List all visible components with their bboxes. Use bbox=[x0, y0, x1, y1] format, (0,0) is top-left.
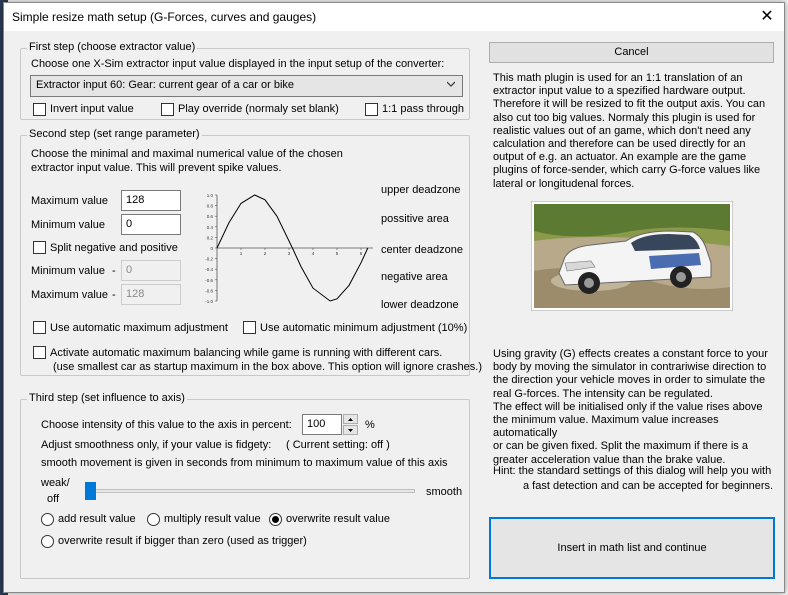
y-tick-label: -0.6 bbox=[205, 277, 213, 283]
y-tick-label: 0 bbox=[210, 246, 213, 251]
auto-min-checkbox[interactable] bbox=[243, 321, 256, 334]
intensity-label: Choose intensity of this value to the axis in percent: bbox=[41, 419, 292, 431]
x-tick-label: 3 bbox=[287, 251, 291, 256]
y-tick-label: 0.6 bbox=[206, 214, 213, 220]
split-min-text: 0 bbox=[126, 264, 133, 276]
y-tick-label: -0.4 bbox=[205, 267, 213, 273]
intensity-value: 100 bbox=[307, 418, 326, 430]
y-tick-label: 0.4 bbox=[206, 224, 213, 230]
radio-overwrite-if-label: overwrite result if bigger than zero (used as trigger) bbox=[58, 535, 307, 547]
hint-line1: Hint: the standard settings of this dialog will help you with bbox=[493, 465, 772, 477]
radio-overwrite-if-bigger[interactable] bbox=[41, 535, 54, 548]
min-value-text: 0 bbox=[126, 218, 133, 230]
gravity-line: The effect will be initialised only if the value rises above bbox=[493, 400, 763, 413]
gravity-line: or can be given fixed. Split the maximum if there is a bbox=[493, 440, 748, 453]
step2-instruction-line2: extractor input value. This will prevent spike values. bbox=[31, 162, 282, 174]
description-line: calculation and therefore can be used directly for an bbox=[493, 138, 746, 151]
auto-max-label: Use automatic maximum adjustment bbox=[50, 322, 228, 334]
description-line: Therefore it will be resized to fit the output axis. You can bbox=[493, 98, 766, 111]
split-max-label: Maximum value bbox=[31, 289, 109, 301]
cancel-button[interactable] bbox=[489, 42, 774, 63]
pass-through-label: 1:1 pass through bbox=[382, 103, 464, 115]
step2-legend: Second step (set range parameter) bbox=[29, 128, 200, 140]
invert-checkbox[interactable] bbox=[33, 103, 46, 116]
step1-legend: First step (choose extractor value) bbox=[29, 41, 196, 53]
y-tick-label: 1.0 bbox=[206, 193, 213, 198]
radio-multiply-label: multiply result value bbox=[164, 513, 261, 525]
description-line: extractor input value to a spezified hardware output. bbox=[493, 85, 746, 98]
gravity-line: the direction your vehicle moves in order to simulate the bbox=[493, 374, 766, 387]
plugin-description bbox=[493, 72, 765, 191]
step3-legend: Third step (set influence to axis) bbox=[29, 392, 185, 404]
rally-car-image bbox=[531, 201, 733, 311]
current-setting: ( Current setting: off ) bbox=[286, 439, 390, 451]
description-line: This math plugin is used for an 1:1 translation of an bbox=[493, 72, 743, 84]
x-tick-label: 6 bbox=[359, 251, 363, 256]
max-value-input[interactable] bbox=[121, 190, 181, 211]
chevron-down-icon bbox=[447, 80, 455, 88]
split-checkbox[interactable] bbox=[33, 241, 46, 254]
balancing-checkbox[interactable] bbox=[33, 346, 46, 359]
y-tick-label: 0.2 bbox=[206, 235, 213, 241]
zone-upper-deadzone: upper deadzone bbox=[381, 184, 461, 196]
extractor-select-value: Extractor input 60: Gear: current gear of a car or bike bbox=[36, 79, 295, 91]
slider-off-label: off bbox=[47, 493, 60, 505]
intensity-unit: % bbox=[365, 419, 375, 431]
y-tick-label: -1.0 bbox=[205, 299, 213, 304]
auto-min-label: Use automatic minimum adjustment (10%) bbox=[260, 322, 468, 334]
insert-continue-label: Insert in math list and continue bbox=[557, 542, 707, 554]
hint-text bbox=[493, 464, 773, 494]
resize-math-dialog bbox=[3, 2, 785, 593]
close-button[interactable] bbox=[750, 3, 784, 31]
radio-overwrite-result[interactable] bbox=[269, 513, 282, 526]
split-min-dash: - bbox=[112, 265, 116, 277]
smoothness-slider-thumb[interactable] bbox=[85, 482, 96, 500]
gravity-line: the minimum value. Maximum value increases automatically bbox=[493, 414, 719, 440]
split-max-dash: - bbox=[112, 289, 116, 301]
radio-multiply-result[interactable] bbox=[147, 513, 160, 526]
slider-weak-label: weak/ bbox=[41, 477, 70, 489]
arrow-up-icon bbox=[344, 415, 357, 423]
split-min-input[interactable] bbox=[121, 260, 181, 281]
description-line: output of e.g. an actuator. An example are the game bbox=[493, 151, 747, 164]
step1-group bbox=[20, 41, 470, 120]
title-bar bbox=[4, 3, 784, 31]
spin-down-button[interactable] bbox=[343, 425, 358, 435]
intensity-input[interactable] bbox=[302, 414, 342, 435]
x-tick-label: 4 bbox=[311, 251, 315, 256]
balancing-line1: Activate automatic maximum balancing while game is running with different cars. bbox=[50, 347, 443, 359]
smoothness-label: Adjust smoothness only, if your value is fidgety: bbox=[41, 439, 272, 451]
max-value-text: 128 bbox=[126, 194, 145, 206]
arrow-down-icon bbox=[344, 426, 357, 434]
y-tick-label: -0.8 bbox=[205, 288, 213, 294]
intensity-spinner[interactable] bbox=[343, 414, 358, 435]
step1-instruction: Choose one X-Sim extractor input value displayed in the input setup of the converter: bbox=[31, 58, 445, 70]
x-tick-label: 5 bbox=[335, 251, 339, 256]
spin-up-button[interactable] bbox=[343, 414, 358, 424]
description-line: lateral or longitudenal forces. bbox=[493, 177, 635, 190]
gravity-line: body by moving the simulator in contrariwise direction to bbox=[493, 361, 767, 374]
balancing-line2: (use smallest car as startup maximum in the box above. This option will ignore crashes.) bbox=[53, 361, 482, 373]
close-icon: ✕ bbox=[760, 8, 774, 25]
pass-through-checkbox[interactable] bbox=[365, 103, 378, 116]
gravity-description bbox=[493, 348, 784, 467]
description-line: realistic values out of an game, which don't need any bbox=[493, 124, 751, 137]
slider-smooth-label: smooth bbox=[426, 486, 463, 498]
radio-add-result[interactable] bbox=[41, 513, 54, 526]
gravity-line: real G-forces. The intensity can be regulated. bbox=[493, 387, 713, 400]
extractor-select[interactable] bbox=[30, 75, 463, 97]
zone-center-deadzone: center deadzone bbox=[381, 244, 463, 256]
split-min-label: Minimum value bbox=[31, 265, 105, 277]
invert-label: Invert input value bbox=[50, 103, 134, 115]
play-override-label: Play override (normaly set blank) bbox=[178, 103, 339, 115]
min-value-input[interactable] bbox=[121, 214, 181, 235]
description-line: plugins of force-sender, which carry G-force values like bbox=[493, 164, 761, 177]
play-override-checkbox[interactable] bbox=[161, 103, 174, 116]
x-tick-label: 1 bbox=[239, 251, 243, 256]
gravity-line: greater acceleration value than the brake value. bbox=[493, 453, 726, 466]
y-tick-label: 0.8 bbox=[206, 203, 213, 209]
cancel-button-label: Cancel bbox=[614, 46, 649, 58]
y-tick-label: -0.2 bbox=[205, 256, 213, 262]
gravity-line: Using gravity (G) effects creates a constant force to your bbox=[493, 348, 768, 360]
radio-overwrite-label: overwrite result value bbox=[286, 513, 390, 525]
step2-group bbox=[20, 128, 482, 376]
curve-preview-chart bbox=[199, 191, 379, 305]
split-max-text: 128 bbox=[126, 288, 145, 300]
smoothness-slider-track[interactable] bbox=[85, 489, 415, 493]
radio-add-label: add result value bbox=[58, 513, 136, 525]
zone-lower-deadzone: lower deadzone bbox=[381, 299, 459, 311]
min-value-label: Minimum value bbox=[31, 219, 105, 231]
zone-negative-area: negative area bbox=[381, 271, 448, 283]
window-title: Simple resize math setup (G-Forces, curves and gauges) bbox=[12, 10, 317, 24]
step2-instruction-line1: Choose the minimal and maximal numerical value of the chosen bbox=[31, 148, 343, 160]
zone-positive-area: possitive area bbox=[381, 213, 449, 225]
description-line: also cut too big values. Normaly this plugin is used for bbox=[493, 111, 756, 124]
split-label: Split negative and positive bbox=[50, 242, 178, 254]
auto-max-checkbox[interactable] bbox=[33, 321, 46, 334]
split-max-input[interactable] bbox=[121, 284, 181, 305]
max-value-label: Maximum value bbox=[31, 195, 109, 207]
insert-continue-button[interactable] bbox=[489, 517, 775, 579]
hint-line2: a fast detection and can be accepted for beginners. bbox=[523, 480, 774, 492]
x-tick-label: 2 bbox=[263, 251, 267, 256]
step3-group bbox=[20, 392, 470, 579]
smooth-description: smooth movement is given in seconds from minimum to maximum value of this axis bbox=[41, 457, 448, 469]
